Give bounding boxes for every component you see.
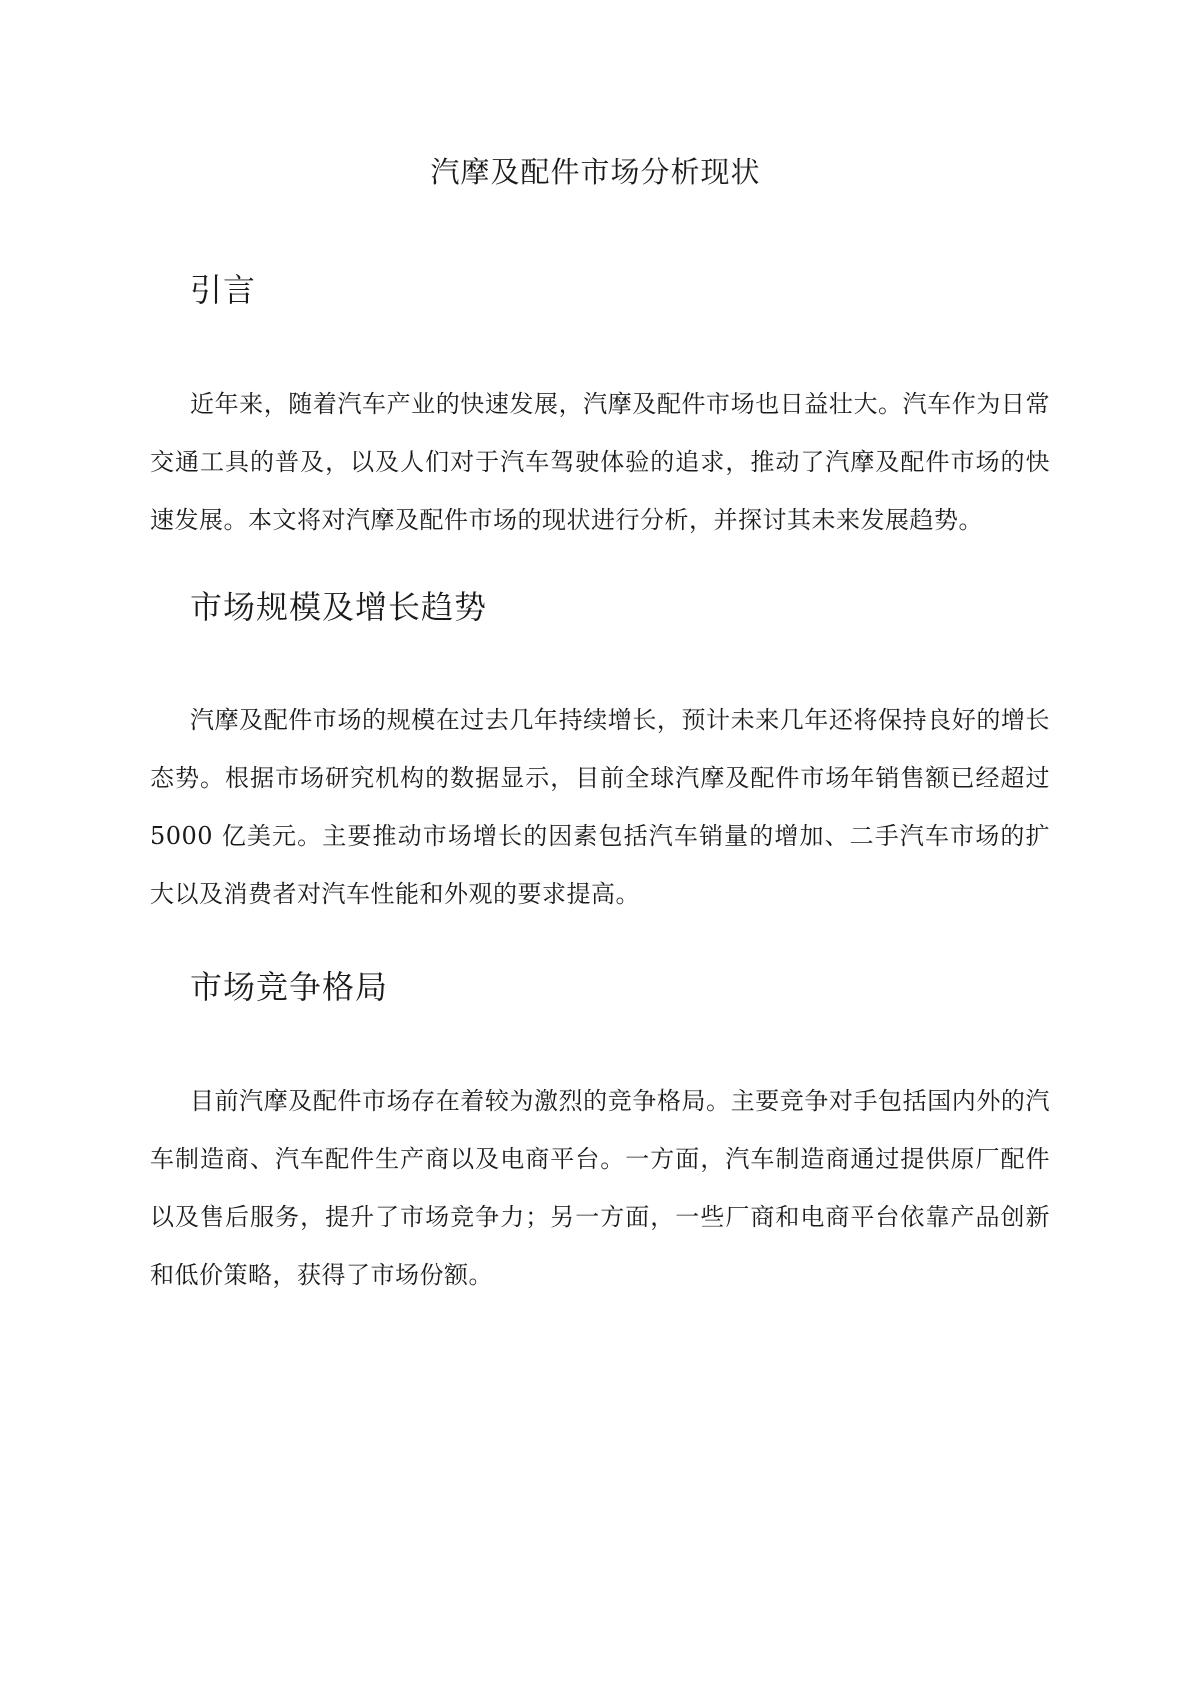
document-title: 汽摩及配件市场分析现状	[430, 155, 761, 189]
section-market-scale	[150, 585, 1050, 923]
section-competition	[150, 965, 1050, 1304]
section-paragraph: 近年来，随着汽车产业的快速发展，汽摩及配件市场也日益壮大。汽车作为日常交通工具的普及，以及人们对于汽车驾驶体验的追求，推动了汽摩及配件市场的快速发展。本文将对汽摩及配件市场的现状进行分析，并探讨其未来发展趋势。	[150, 390, 1050, 534]
section-paragraph: 目前汽摩及配件市场存在着较为激烈的竞争格局。主要竞争对手包括国内外的汽车制造商、汽车配件生产商以及电商平台。一方面，汽车制造商通过提供原厂配件以及售后服务，提升了市场竞争力；另一方面，一些厂商和电商平台依靠产品创新和低价策略，获得了市场份额。	[150, 1087, 1050, 1289]
section-heading: 市场规模及增长趋势	[190, 588, 488, 626]
section-introduction	[150, 268, 1050, 549]
section-paragraph: 汽摩及配件市场的规模在过去几年持续增长，预计未来几年还将保持良好的增长态势。根据市场研究机构的数据显示，目前全球汽摩及配件市场年销售额已经超过5000 亿美元。主要推动市场增长的因素包括汽车销量的增加、二手汽车市场的扩大以及消费者对汽车性能和外观的要求提高。	[150, 706, 1050, 908]
section-heading: 引言	[190, 271, 257, 309]
section-heading: 市场竞争格局	[190, 968, 389, 1006]
